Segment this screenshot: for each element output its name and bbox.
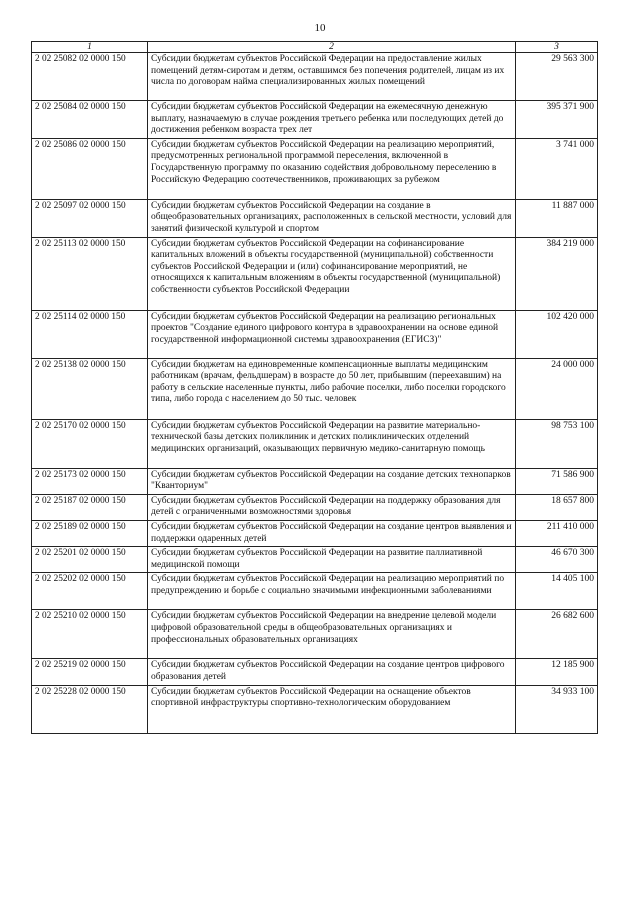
subsidy-amount: 11 887 000 bbox=[516, 199, 598, 237]
table-row bbox=[32, 419, 598, 468]
subsidy-amount: 102 420 000 bbox=[516, 310, 598, 358]
budget-code: 2 02 25187 02 0000 150 bbox=[32, 494, 148, 520]
subsidy-amount: 29 563 300 bbox=[516, 53, 598, 101]
subsidy-amount: 14 405 100 bbox=[516, 573, 598, 610]
budget-code: 2 02 25138 02 0000 150 bbox=[32, 358, 148, 419]
subsidy-amount: 211 410 000 bbox=[516, 520, 598, 546]
table-row bbox=[32, 53, 598, 101]
budget-code: 2 02 25114 02 0000 150 bbox=[32, 310, 148, 358]
subsidy-name: Субсидии бюджетам субъектов Российской Федерации на реализацию мероприятий, предусмотренных региональной программой переселения, включенной в Государственную программу по оказанию содействия добровольному переселению в Российскую Федерацию соотечественников, проживающих за рубежом bbox=[148, 138, 516, 199]
table-row bbox=[32, 659, 598, 685]
subsidy-name: Субсидии бюджетам субъектов Российской Федерации на оснащение объектов спортивной инфраструктуры спортивно-технологическим оборудованием bbox=[148, 685, 516, 733]
subsidy-name: Субсидии бюджетам субъектов Российской Федерации на развитие паллиативной медицинской помощи bbox=[148, 547, 516, 573]
table-row bbox=[32, 610, 598, 659]
budget-code: 2 02 25086 02 0000 150 bbox=[32, 138, 148, 199]
subsidy-name: Субсидии бюджетам субъектов Российской Федерации на создание в общеобразовательных организациях, расположенных в сельской местности, условий для занятий физической культурой и спортом bbox=[148, 199, 516, 237]
subsidy-amount: 3 741 000 bbox=[516, 138, 598, 199]
table-row bbox=[32, 138, 598, 199]
table-row bbox=[32, 468, 598, 494]
subsidy-name: Субсидии бюджетам на единовременные компенсационные выплаты медицинским работникам (врачам, фельдшерам) в возрасте до 50 лет, прибывшим (переехавшим) на работу в сельские населенные пункты, либо рабочие поселки, либо поселки городского типа, либо города с населением до 50 тыс. человек bbox=[148, 358, 516, 419]
column-header-code: 1 bbox=[32, 42, 148, 53]
subsidy-name: Субсидии бюджетам субъектов Российской Федерации на предоставление жилых помещений детям-сиротам и детям, оставшимся без попечения родителей, лицам из их числа по договорам найма специализированных жилых помещений bbox=[148, 53, 516, 101]
column-header-sum: 3 bbox=[516, 42, 598, 53]
table-row bbox=[32, 573, 598, 610]
table-row bbox=[32, 101, 598, 139]
budget-table bbox=[31, 41, 598, 734]
subsidy-amount: 98 753 100 bbox=[516, 419, 598, 468]
subsidy-amount: 34 933 100 bbox=[516, 685, 598, 733]
table-row bbox=[32, 494, 598, 520]
table-row bbox=[32, 547, 598, 573]
table-row bbox=[32, 237, 598, 310]
subsidy-amount: 24 000 000 bbox=[516, 358, 598, 419]
subsidy-name: Субсидии бюджетам субъектов Российской Федерации на внедрение целевой модели цифровой образовательной среды в общеобразовательных организациях и профессиональных образовательных организациях bbox=[148, 610, 516, 659]
budget-code: 2 02 25219 02 0000 150 bbox=[32, 659, 148, 685]
table-header-row bbox=[32, 42, 598, 53]
table-row bbox=[32, 685, 598, 733]
budget-code: 2 02 25189 02 0000 150 bbox=[32, 520, 148, 546]
budget-code: 2 02 25173 02 0000 150 bbox=[32, 468, 148, 494]
subsidy-name: Субсидии бюджетам субъектов Российской Федерации на ежемесячную денежную выплату, назначаемую в случае рождения третьего ребенка или последующих детей до достижения ребенком возраста трех лет bbox=[148, 101, 516, 139]
subsidy-amount: 18 657 800 bbox=[516, 494, 598, 520]
page-number: 10 bbox=[314, 22, 326, 34]
budget-code: 2 02 25170 02 0000 150 bbox=[32, 419, 148, 468]
table-row bbox=[32, 310, 598, 358]
budget-code: 2 02 25097 02 0000 150 bbox=[32, 199, 148, 237]
subsidy-name: Субсидии бюджетам субъектов Российской Федерации на поддержку образования для детей с ограниченными возможностями здоровья bbox=[148, 494, 516, 520]
subsidy-amount: 12 185 900 bbox=[516, 659, 598, 685]
subsidy-amount: 46 670 300 bbox=[516, 547, 598, 573]
table-row bbox=[32, 199, 598, 237]
subsidy-name: Субсидии бюджетам субъектов Российской Федерации на реализацию мероприятий по предупреждению и борьбе с социально значимыми инфекционными заболеваниями bbox=[148, 573, 516, 610]
subsidy-name: Субсидии бюджетам субъектов Российской Федерации на софинансирование капитальных вложений в объекты государственной (муниципальной) собственности субъектов Российской Федерации и (или) софинансирование мероприятий, не относящихся к капитальным вложениям в объекты государственной (муниципальной) собственности субъектов Российской Федерации bbox=[148, 237, 516, 310]
subsidy-name: Субсидии бюджетам субъектов Российской Федерации на реализацию региональных проектов "Создание единого цифрового контура в здравоохранении на основе единой государственной информационной системы здравоохранения (ЕГИСЗ)" bbox=[148, 310, 516, 358]
subsidy-name: Субсидии бюджетам субъектов Российской Федерации на развитие материально-технической базы детских поликлиник и детских поликлинических отделений медицинских организаций, оказывающих первичную медико-санитарную помощь bbox=[148, 419, 516, 468]
budget-code: 2 02 25228 02 0000 150 bbox=[32, 685, 148, 733]
budget-code: 2 02 25082 02 0000 150 bbox=[32, 53, 148, 101]
subsidy-amount: 71 586 900 bbox=[516, 468, 598, 494]
subsidy-name: Субсидии бюджетам субъектов Российской Федерации на создание центров выявления и поддержки одаренных детей bbox=[148, 520, 516, 546]
subsidy-amount: 26 682 600 bbox=[516, 610, 598, 659]
subsidy-name: Субсидии бюджетам субъектов Российской Федерации на создание центров цифрового образования детей bbox=[148, 659, 516, 685]
subsidy-name: Субсидии бюджетам субъектов Российской Федерации на создание детских технопарков "Кванториум" bbox=[148, 468, 516, 494]
budget-code: 2 02 25084 02 0000 150 bbox=[32, 101, 148, 139]
budget-code: 2 02 25202 02 0000 150 bbox=[32, 573, 148, 610]
budget-code: 2 02 25113 02 0000 150 bbox=[32, 237, 148, 310]
budget-code: 2 02 25201 02 0000 150 bbox=[32, 547, 148, 573]
table-row bbox=[32, 520, 598, 546]
subsidy-amount: 395 371 900 bbox=[516, 101, 598, 139]
budget-code: 2 02 25210 02 0000 150 bbox=[32, 610, 148, 659]
table-row bbox=[32, 358, 598, 419]
column-header-name: 2 bbox=[148, 42, 516, 53]
subsidy-amount: 384 219 000 bbox=[516, 237, 598, 310]
